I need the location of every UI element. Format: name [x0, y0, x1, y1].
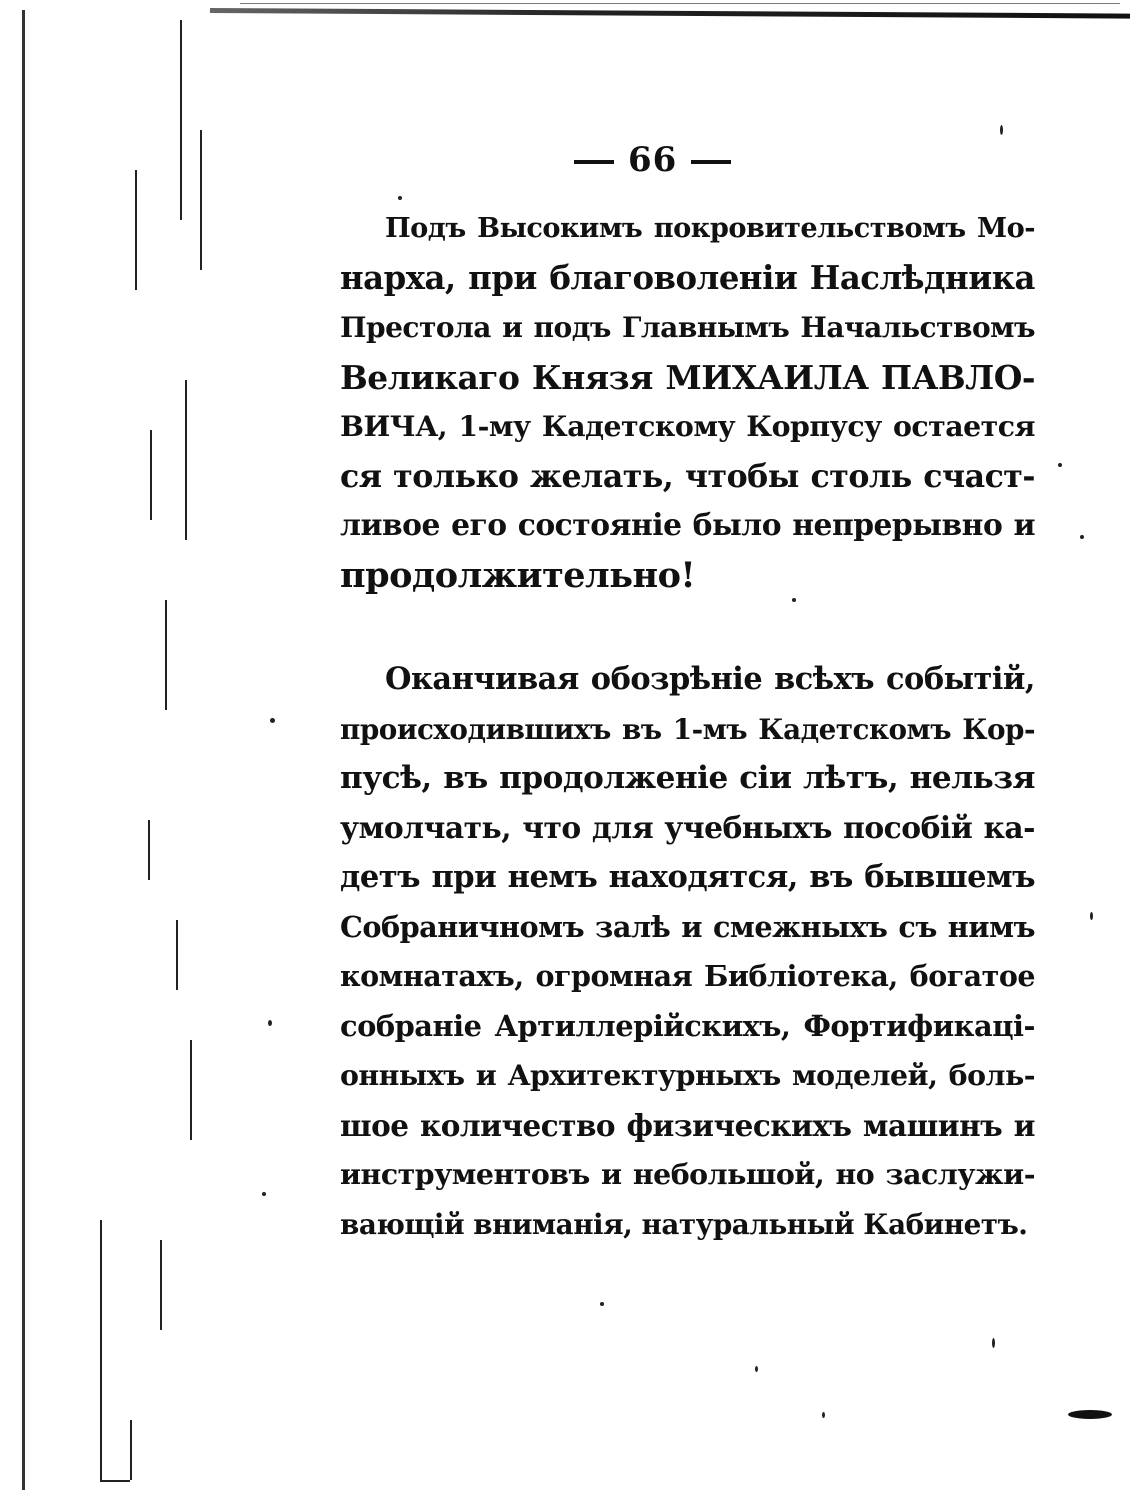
page-number-value: 66: [628, 140, 678, 180]
page-number-right-dash: [691, 160, 731, 164]
page-number-left-dash: [574, 160, 614, 164]
text-line: Престола и подъ Главнымъ Начальствомъ: [340, 311, 1035, 344]
scan-speck: [262, 1192, 266, 1196]
page-number: [560, 140, 860, 180]
gutter-streak: [148, 820, 150, 880]
text-line: детъ при немъ находятся, въ бывшемъ: [340, 859, 1035, 895]
scan-speck: [398, 196, 402, 200]
scan-speck: [1080, 535, 1084, 539]
gutter-streak: [100, 1220, 102, 1480]
scan-speck: [1000, 125, 1003, 135]
scan-speck: [992, 1338, 995, 1348]
scan-speck: [1058, 463, 1062, 467]
scan-speck: [268, 1020, 272, 1026]
paragraph-2: [340, 655, 1035, 1249]
binding-gutter: [0, 0, 215, 1505]
text-line: Великаго Князя МИХАИЛА ПАВЛО-: [340, 357, 1035, 397]
scan-speck: [755, 1366, 758, 1372]
gutter-streak: [135, 170, 137, 290]
gutter-streak: [200, 130, 202, 270]
text-line: продолжительно!: [340, 554, 696, 596]
gutter-streak: [130, 1420, 132, 1480]
text-line: Собраничномъ залѣ и смежныхъ съ нимъ: [340, 909, 1035, 944]
page-top-edge: [210, 8, 1130, 19]
gutter-streak: [22, 10, 25, 1490]
scan-speck: [600, 1302, 604, 1306]
text-line: нарха, при благоволеніи Наслѣдника: [340, 258, 1035, 297]
text-line: ливое его состояніе было непрерывно и: [340, 508, 1035, 543]
scan-speck: [822, 1412, 825, 1418]
gutter-streak: [150, 430, 152, 520]
text-line: ся только желать, чтобы столь счаст-: [340, 457, 1035, 495]
scan-smudge: [1068, 1410, 1112, 1419]
text-line: происходившихъ въ 1-мъ Кадетскомъ Кор-: [340, 712, 1035, 746]
text-line: вающій вниманія, натуральный Кабинетъ.: [340, 1207, 1028, 1241]
gutter-streak: [185, 380, 187, 540]
scan-speck: [270, 718, 275, 723]
gutter-streak: [165, 600, 167, 710]
text-line: умолчать, что для учебныхъ пособій ка-: [340, 810, 1035, 846]
scan-speck: [1090, 912, 1093, 920]
text-line: инструментовъ и небольшой, но заслужи-: [340, 1157, 1035, 1191]
text-line: ВИЧА, 1-му Кадетскому Корпусу остается: [340, 409, 1035, 443]
text-line: шое количество физическихъ машинъ и: [340, 1107, 1035, 1143]
paragraph-1: [340, 204, 1035, 600]
gutter-streak: [180, 20, 182, 220]
text-line: комнатахъ, огромная Библіотека, богатое: [340, 959, 1035, 993]
gutter-streak: [176, 920, 178, 990]
gutter-streak: [190, 1040, 192, 1140]
scan-edge-line: [240, 3, 1120, 4]
text-line: онныхъ и Архитектурныхъ моделей, боль-: [340, 1058, 1035, 1092]
text-line: Подъ Высокимъ покровительствомъ Мо-: [385, 212, 1035, 244]
text-line: пусѣ, въ продолженіе сіи лѣтъ, нельзя: [340, 760, 1035, 796]
text-line: собраніе Артиллерійскихъ, Фортификаці-: [340, 1008, 1035, 1043]
text-line: Оканчивая обозрѣніе всѣхъ событій,: [385, 661, 1035, 697]
gutter-streak: [100, 1480, 130, 1482]
gutter-streak: [160, 1240, 162, 1330]
